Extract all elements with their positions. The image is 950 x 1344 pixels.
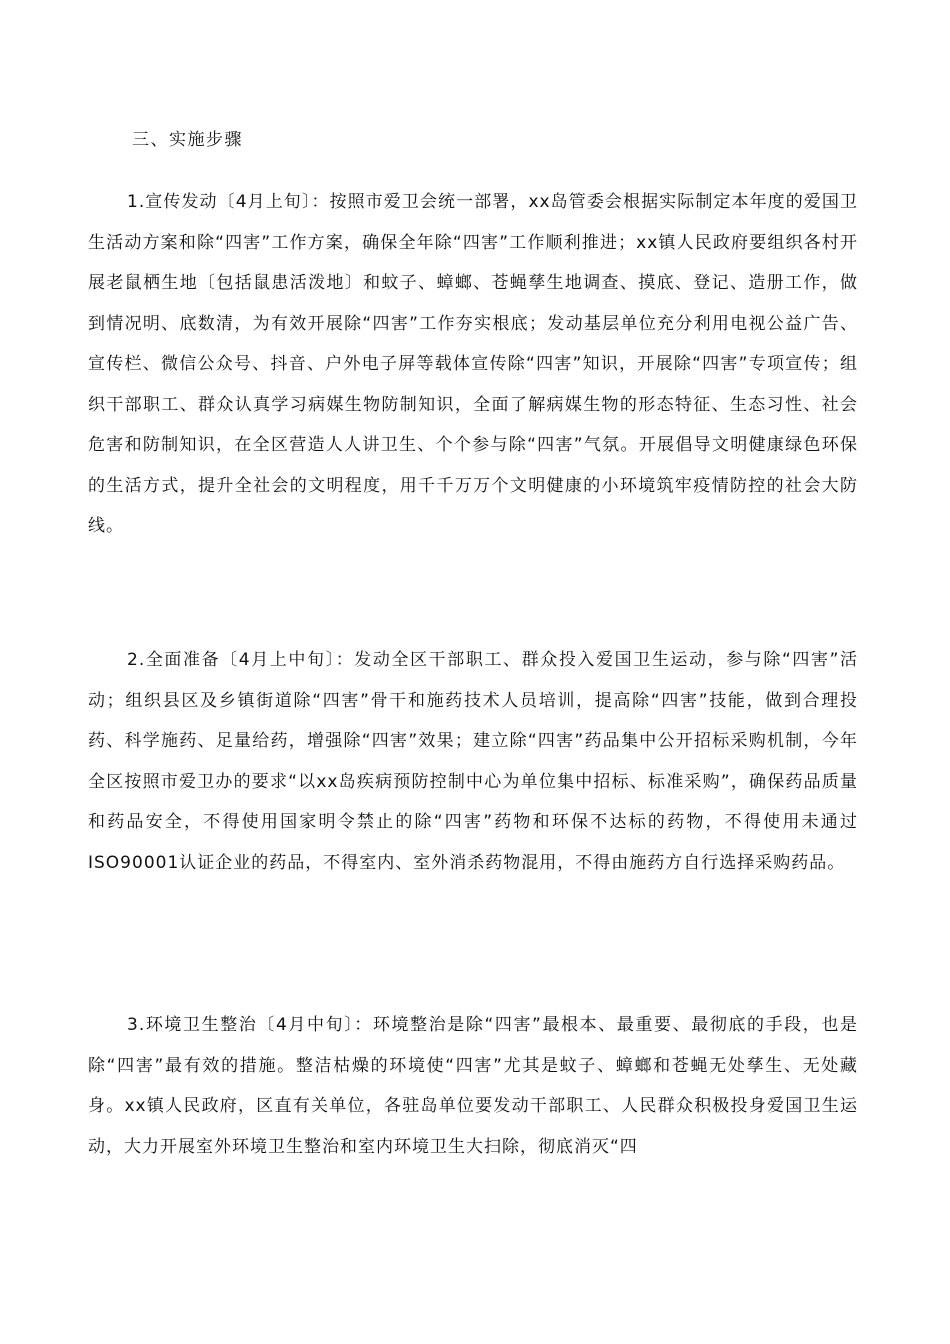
paragraph-comprehensive-preparation: 2.全面准备〔4月上中旬〕：发动全区干部职工、群众投入爱国卫生运动，参与除“四害”活动；组织县区及乡镇街道除“四害”骨干和施药技术人员培训，提高除“四害”技能，做到合理投药、科学施药、足量给药，增强除“四害”效果；建立除“四害”药品集中公开招标采购机制，今年全区按照市爱卫办的要求“以xx岛疾病预防控制中心为单位集中招标、标准采购”，确保药品质量和药品安全，不得使用国家明令禁止的除“四害”药物和环保不达标的药物，不得使用未通过ISO90001认证企业的药品，不得室内、室外消杀药物混用，不得由施药方自行选择采购药品。 [88, 650, 858, 873]
paragraph-publicity-mobilization: 1.宣传发动〔4月上旬〕：按照市爱卫会统一部署，xx岛管委会根据实际制定本年度的爱国卫生活动方案和除“四害”工作方案，确保全年除“四害”工作顺利推进；xx镇人民政府要组织各村开展老鼠栖生地〔包括鼠患活泼地〕和蚊子、蟑螂、苍蝇孳生地调查、摸底、登记、造册工作，做到情况明、底数清，为有效开展除“四害”工作夯实根底；发动基层单位充分利用电视公益广告、宣传栏、微信公众号、抖音、户外电子屏等载体宣传除“四害”知识，开展除“四害”专项宣传；组织干部职工、群众认真学习病媒生物防制知识，全面了解病媒生物的形态特征、生态习性、社会危害和防制知识，在全区营造人人讲卫生、个个参与除“四害”气氛。开展倡导文明健康绿色环保的生活方式，提升全社会的文明程度，用千千万万个文明健康的小环境筑牢疫情防控的社会大防线。 [88, 192, 858, 536]
paragraph-environmental-sanitation: 3.环境卫生整治〔4月中旬〕：环境整治是除“四害”最根本、最重要、最彻底的手段，也是除“四害”最有效的措施。整洁枯燥的环境使“四害”尤其是蚊子、蟑螂和苍蝇无处孳生、无处藏身。xx镇人民政府，区直有关单位，各驻岛单位要发动干部职工、人民群众积极投身爱国卫生运动，大力开展室外环境卫生整治和室内环境卫生大扫除，彻底消灭“四 [88, 1015, 858, 1157]
section-heading: 三、实施步骤 [132, 130, 243, 150]
